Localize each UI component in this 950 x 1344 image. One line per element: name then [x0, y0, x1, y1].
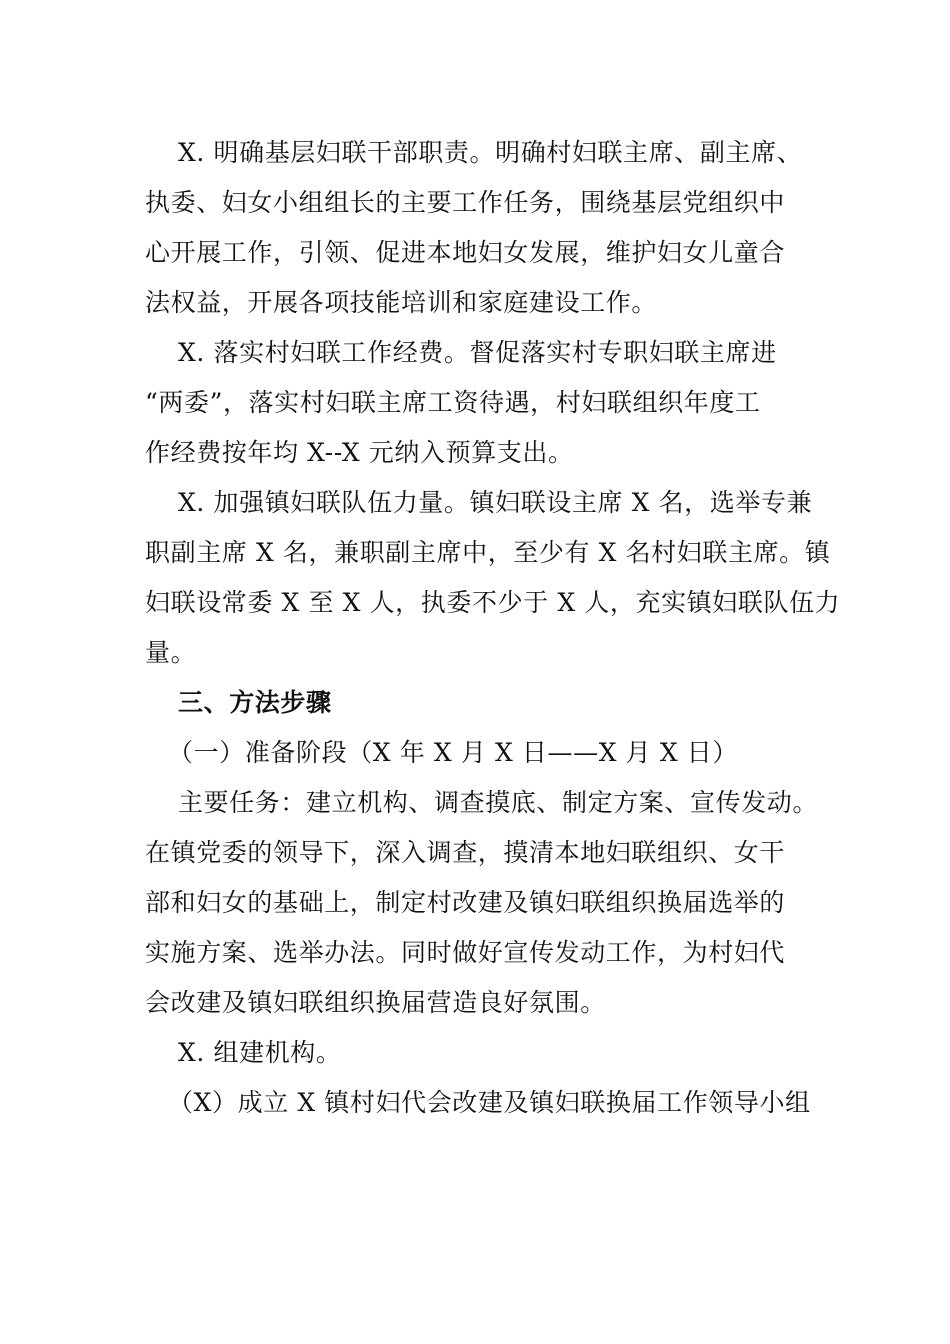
paragraph-1-line-4: 法权益，开展各项技能培训和家庭建设工作。: [145, 288, 658, 317]
item-heading: X. 组建机构。: [178, 1038, 342, 1067]
paragraph-3-line-1: X. 加强镇妇联队伍力量。镇妇联设主席 X 名，选举专兼: [178, 488, 813, 517]
sub-item: （X）成立 X 镇村妇代会改建及镇妇联换届工作领导小组: [168, 1088, 811, 1117]
paragraph-1-line-2: 执委、妇女小组组长的主要工作任务，围绕基层党组织中: [145, 188, 786, 217]
paragraph-2-line-1: X. 落实村妇联工作经费。督促落实村专职妇联主席进: [178, 338, 777, 367]
paragraph-4-line-3: 部和妇女的基础上，制定村改建及镇妇联组织换届选举的: [145, 888, 786, 917]
paragraph-3-line-2: 职副主席 X 名，兼职副主席中，至少有 X 名村妇联主席。镇: [145, 538, 831, 567]
section-heading: 三、方法步骤: [178, 688, 332, 717]
paragraph-3-line-4: 量。: [145, 638, 197, 667]
paragraph-4-line-2: 在镇党委的领导下，深入调查，摸清本地妇联组织、女干: [145, 838, 786, 867]
paragraph-2-line-3: 作经费按年均 X--X 元纳入预算支出。: [145, 438, 574, 467]
stage-heading: （一）准备阶段（X 年 X 月 X 日——X 月 X 日）: [168, 738, 738, 767]
paragraph-1-line-3: 心开展工作，引领、促进本地妇女发展，维护妇女儿童合: [145, 238, 786, 267]
paragraph-4-line-1: 主要任务：建立机构、调查摸底、制定方案、宣传发动。: [178, 788, 819, 817]
paragraph-4-line-4: 实施方案、选举办法。同时做好宣传发动工作，为村妇代: [145, 938, 786, 967]
paragraph-2-line-2: “两委”，落实村妇联主席工资待遇，村妇联组织年度工: [145, 388, 761, 417]
paragraph-1-line-1: X. 明确基层妇联干部职责。明确村妇联主席、副主席、: [178, 138, 803, 167]
paragraph-3-line-3: 妇联设常委 X 至 X 人，执委不少于 X 人，充实镇妇联队伍力: [145, 588, 841, 617]
paragraph-4-line-5: 会改建及镇妇联组织换届营造良好氛围。: [145, 988, 606, 1017]
